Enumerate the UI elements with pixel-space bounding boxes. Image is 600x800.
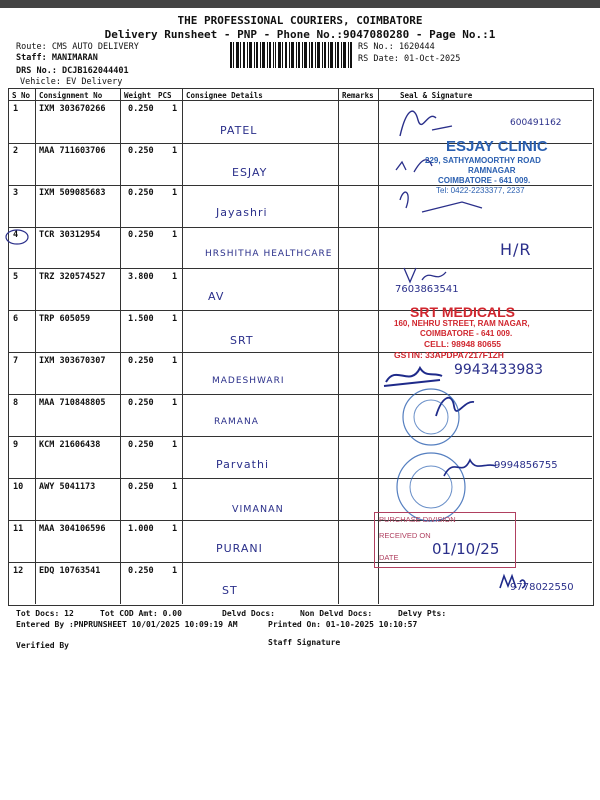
col-divider	[338, 88, 339, 604]
row-sno: 4	[13, 230, 19, 240]
stamp-line: Tel: 0422-2233377, 2237	[436, 186, 525, 195]
vehicle-label: Vehicle: EV Delivery	[20, 77, 123, 87]
row-divider	[8, 436, 592, 437]
signature-phone-12: 9778022550	[510, 582, 574, 593]
signature-phone-7: 9943433983	[454, 362, 544, 378]
row-consignee: SRT	[230, 334, 254, 347]
row-consignee: MADESHWARI	[212, 376, 285, 386]
verified-by: Verified By	[16, 641, 69, 650]
stamp-line: RAMNAGAR	[468, 166, 516, 175]
row-pcs: 1	[172, 188, 178, 198]
stamp-line: GSTIN: 33APDPA7217F1ZH	[394, 350, 504, 360]
signature-9	[440, 452, 500, 482]
row-weight: 0.250	[128, 356, 154, 366]
col-divider	[120, 88, 121, 604]
row-pcs: 1	[172, 440, 178, 450]
row-weight: 0.250	[128, 146, 154, 156]
row-weight: 3.800	[128, 272, 154, 282]
row-consignment: IXM 303670266	[39, 104, 106, 114]
col-seal-signature: Seal & Signature	[400, 91, 473, 100]
row-sno: 2	[13, 146, 19, 156]
row-pcs: 1	[172, 230, 178, 240]
row-consignee: ST	[222, 584, 238, 597]
stamp-line: CELL: 98948 80655	[424, 339, 502, 349]
row-consignment: MAA 711603706	[39, 146, 106, 156]
delvd-docs: Delvd Docs:	[222, 609, 275, 618]
row-consignee: AV	[208, 290, 225, 303]
staff-signature: Staff Signature	[268, 638, 341, 647]
row-weight: 0.250	[128, 230, 154, 240]
row-consignment: TCR 30312954	[39, 230, 101, 240]
col-divider	[182, 88, 183, 604]
row-sno: 7	[13, 356, 19, 366]
stamp-line: PURCHASE DIVISION	[379, 515, 456, 524]
non-delvd-docs: Non Delvd Docs:	[300, 609, 373, 618]
stamp-line: RECEIVED ON	[379, 531, 431, 540]
drs-number: DRS No.: DCJB162044401	[16, 66, 129, 76]
tot-cod-amt: Tot COD Amt: 0.00	[100, 609, 182, 618]
row-weight: 0.250	[128, 398, 154, 408]
row-consignment: MAA 710848805	[39, 398, 106, 408]
row-pcs: 1	[172, 356, 178, 366]
col-pcs: PCS	[158, 91, 172, 100]
row-pcs: 1	[172, 398, 178, 408]
row-pcs: 1	[172, 566, 178, 576]
row-consignee: ESJAY	[232, 166, 268, 179]
barcode	[230, 42, 352, 68]
row-divider	[8, 478, 592, 479]
col-consignee: Consignee Details	[186, 91, 263, 100]
row-divider	[8, 352, 592, 353]
signature-phone-9: 9994856755	[494, 460, 558, 471]
medical-round-stamp-top	[396, 386, 466, 448]
stamp-line: 229, SATHYAMOORTHY ROAD	[425, 156, 541, 165]
route-label: Route: CMS AUTO DELIVERY	[16, 42, 139, 52]
stamp-line: 160, NEHRU STREET, RAM NAGAR,	[394, 319, 530, 328]
col-divider	[35, 88, 36, 604]
col-sno: S No	[12, 91, 31, 100]
row-consignee: RAMANA	[214, 417, 259, 427]
row-sno: 12	[13, 566, 24, 576]
stamp-line: COIMBATORE - 641 009.	[438, 176, 531, 185]
row-consignment: IXM 303670307	[39, 356, 106, 366]
row-sno: 1	[13, 104, 19, 114]
row-consignment: AWY 5041173	[39, 482, 96, 492]
stamp-line: COIMBATORE - 641 009.	[420, 329, 513, 338]
row-consignment: EDQ 10763541	[39, 566, 101, 576]
row-pcs: 1	[172, 314, 178, 324]
row-weight: 1.000	[128, 524, 154, 534]
row-pcs: 1	[172, 482, 178, 492]
company-title: THE PROFESSIONAL COURIERS, COIMBATORE	[177, 14, 423, 27]
row-consignee: Jayashri	[216, 206, 268, 219]
row-sno: 8	[13, 398, 19, 408]
signature-mark-4: H/R	[500, 240, 532, 259]
row-weight: 0.250	[128, 440, 154, 450]
row-consignment: TRP 605059	[39, 314, 91, 324]
rs-number: RS No.: 1620444	[358, 42, 435, 52]
row-sno: 11	[13, 524, 24, 534]
runsheet-subtitle: Delivery Runsheet - PNP - Phone No.:9047080280 - Page No.:1	[104, 28, 496, 41]
col-consignment: Consignment No	[39, 91, 103, 100]
stamp-name: SRT MEDICALS	[410, 304, 515, 320]
stamp-line: DATE	[379, 553, 399, 562]
row-pcs: 1	[172, 272, 178, 282]
row-weight: 0.250	[128, 104, 154, 114]
row-consignee: HRSHITHA HEALTHCARE	[205, 249, 333, 259]
signature-phone-5: 7603863541	[395, 284, 459, 295]
printed-on: Printed On: 01-10-2025 10:10:57	[268, 620, 418, 629]
row-divider	[8, 227, 592, 228]
stamp-name: ESJAY CLINIC	[446, 138, 548, 155]
signature-5	[400, 264, 470, 286]
row-weight: 0.250	[128, 566, 154, 576]
row-sno: 9	[13, 440, 19, 450]
row-pcs: 1	[172, 104, 178, 114]
row-sno: 5	[13, 272, 19, 282]
row-divider	[8, 394, 592, 395]
row-consignment: KCM 21606438	[39, 440, 101, 450]
col-weight: Weight	[124, 91, 152, 100]
row-consignment: MAA 304106596	[39, 524, 106, 534]
delvy-pts: Delvy Pts:	[398, 609, 447, 618]
row-weight: 0.250	[128, 188, 154, 198]
row-divider	[8, 268, 592, 269]
row-pcs: 1	[172, 524, 178, 534]
sno-circle-mark	[4, 228, 30, 246]
row-sno: 6	[13, 314, 19, 324]
signature-phone-1: 600491162	[510, 118, 562, 128]
signature-2-3	[392, 152, 492, 222]
row-weight: 1.500	[128, 314, 154, 324]
tot-docs: Tot Docs: 12	[16, 609, 74, 618]
row-consignment: IXM 509085683	[39, 188, 106, 198]
signature-1	[392, 100, 592, 140]
rs-date: RS Date: 01-Oct-2025	[358, 54, 461, 64]
row-sno: 3	[13, 188, 19, 198]
row-pcs: 1	[172, 146, 178, 156]
row-consignment: TRZ 320574527	[39, 272, 106, 282]
row-weight: 0.250	[128, 482, 154, 492]
staff-label: Staff: MANIMARAN	[16, 53, 98, 63]
row-consignee: VIMANAN	[232, 504, 284, 515]
row-consignee: PATEL	[220, 124, 258, 137]
col-remarks: Remarks	[342, 91, 374, 100]
signature-recd-date: 01/10/25	[432, 540, 500, 558]
entered-by: Entered By :PNPRUNSHEET 10/01/2025 10:09:19 AM	[16, 620, 238, 629]
row-consignee: Parvathi	[216, 458, 269, 471]
row-consignee: PURANI	[216, 542, 263, 555]
row-sno: 10	[13, 482, 24, 492]
top-strip	[0, 0, 600, 8]
